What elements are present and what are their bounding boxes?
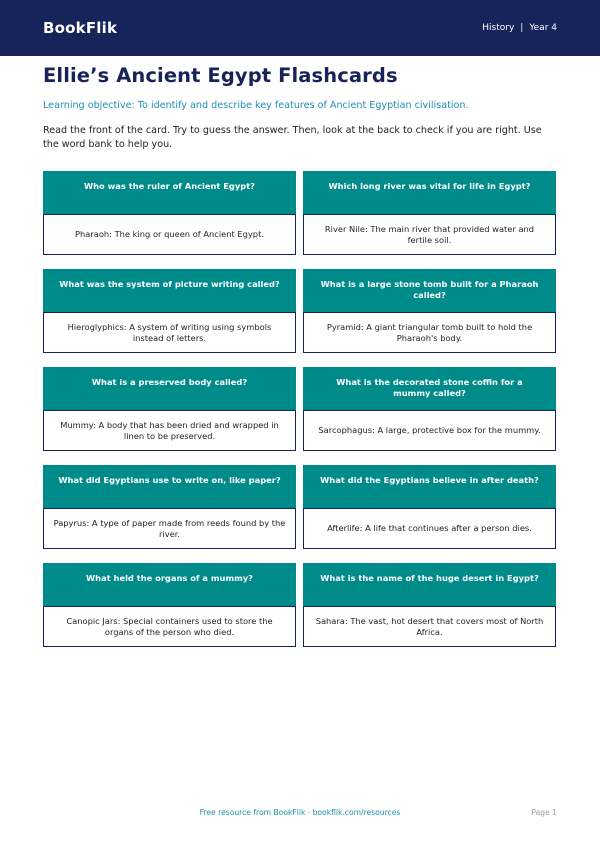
card-front: What held the organs of a mummy? [43, 563, 296, 606]
flashcard [303, 465, 556, 549]
flashcard [303, 269, 556, 353]
card-back: Afterlife: A life that continues after a person dies. [303, 508, 556, 549]
flashcard [303, 171, 556, 255]
card-front: Who was the ruler of Ancient Egypt? [43, 171, 296, 214]
flashcard [43, 269, 296, 353]
instructions: Read the front of the card. Try to guess the answer. Then, look at the back to check if you are right. Use the word bank to help you. [43, 125, 542, 150]
card-back: Pyramid: A giant triangular tomb built to hold the Pharaoh's body. [303, 312, 556, 353]
flashcard [43, 465, 296, 549]
subject-label: History [482, 23, 515, 33]
card-front: What is the name of the huge desert in Egypt? [303, 563, 556, 606]
card-back: Canopic Jars: Special containers used to store the organs of the person who died. [43, 606, 296, 647]
card-back: Sahara: The vast, hot desert that covers most of North Africa. [303, 606, 556, 647]
flashcard [43, 367, 296, 451]
page-title: Ellie’s Ancient Egypt Flashcards [43, 64, 398, 87]
card-back: Mummy: A body that has been dried and wrapped in linen to be preserved. [43, 410, 296, 451]
card-back: Pharaoh: The king or queen of Ancient Egypt. [43, 214, 296, 255]
card-back: Sarcophagus: A large, protective box for the mummy. [303, 410, 556, 451]
learning-objective: Learning objective: To identify and describe key features of Ancient Egyptian civilisation. [43, 100, 469, 111]
card-back: Papyrus: A type of paper made from reeds found by the river. [43, 508, 296, 549]
flashcard [43, 171, 296, 255]
card-front: What is a large stone tomb built for a Pharaoh called? [303, 269, 556, 312]
footer-resource-link[interactable]: Free resource from BookFlik · bookflik.com/resources [199, 808, 401, 817]
meta-separator: | [520, 23, 524, 33]
card-front: What did Egyptians use to write on, like paper? [43, 465, 296, 508]
footer [0, 808, 600, 820]
brand-logo[interactable]: BookFlik [43, 19, 118, 37]
year-label: Year 4 [529, 23, 557, 33]
card-front: What is the decorated stone coffin for a mummy called? [303, 367, 556, 410]
header-bar [0, 0, 600, 56]
card-front: What was the system of picture writing called? [43, 269, 296, 312]
card-back: River Nile: The main river that provided water and fertile soil. [303, 214, 556, 255]
card-front: What did the Egyptians believe in after death? [303, 465, 556, 508]
card-front: Which long river was vital for life in Egypt? [303, 171, 556, 214]
flashcard-grid [43, 171, 556, 647]
card-back: Hieroglyphics: A system of writing using symbols instead of letters. [43, 312, 296, 353]
flashcard [43, 563, 296, 647]
page-number: Page 1 [531, 808, 557, 817]
flashcard [303, 367, 556, 451]
flashcard [303, 563, 556, 647]
card-front: What is a preserved body called? [43, 367, 296, 410]
header-meta [482, 23, 557, 33]
